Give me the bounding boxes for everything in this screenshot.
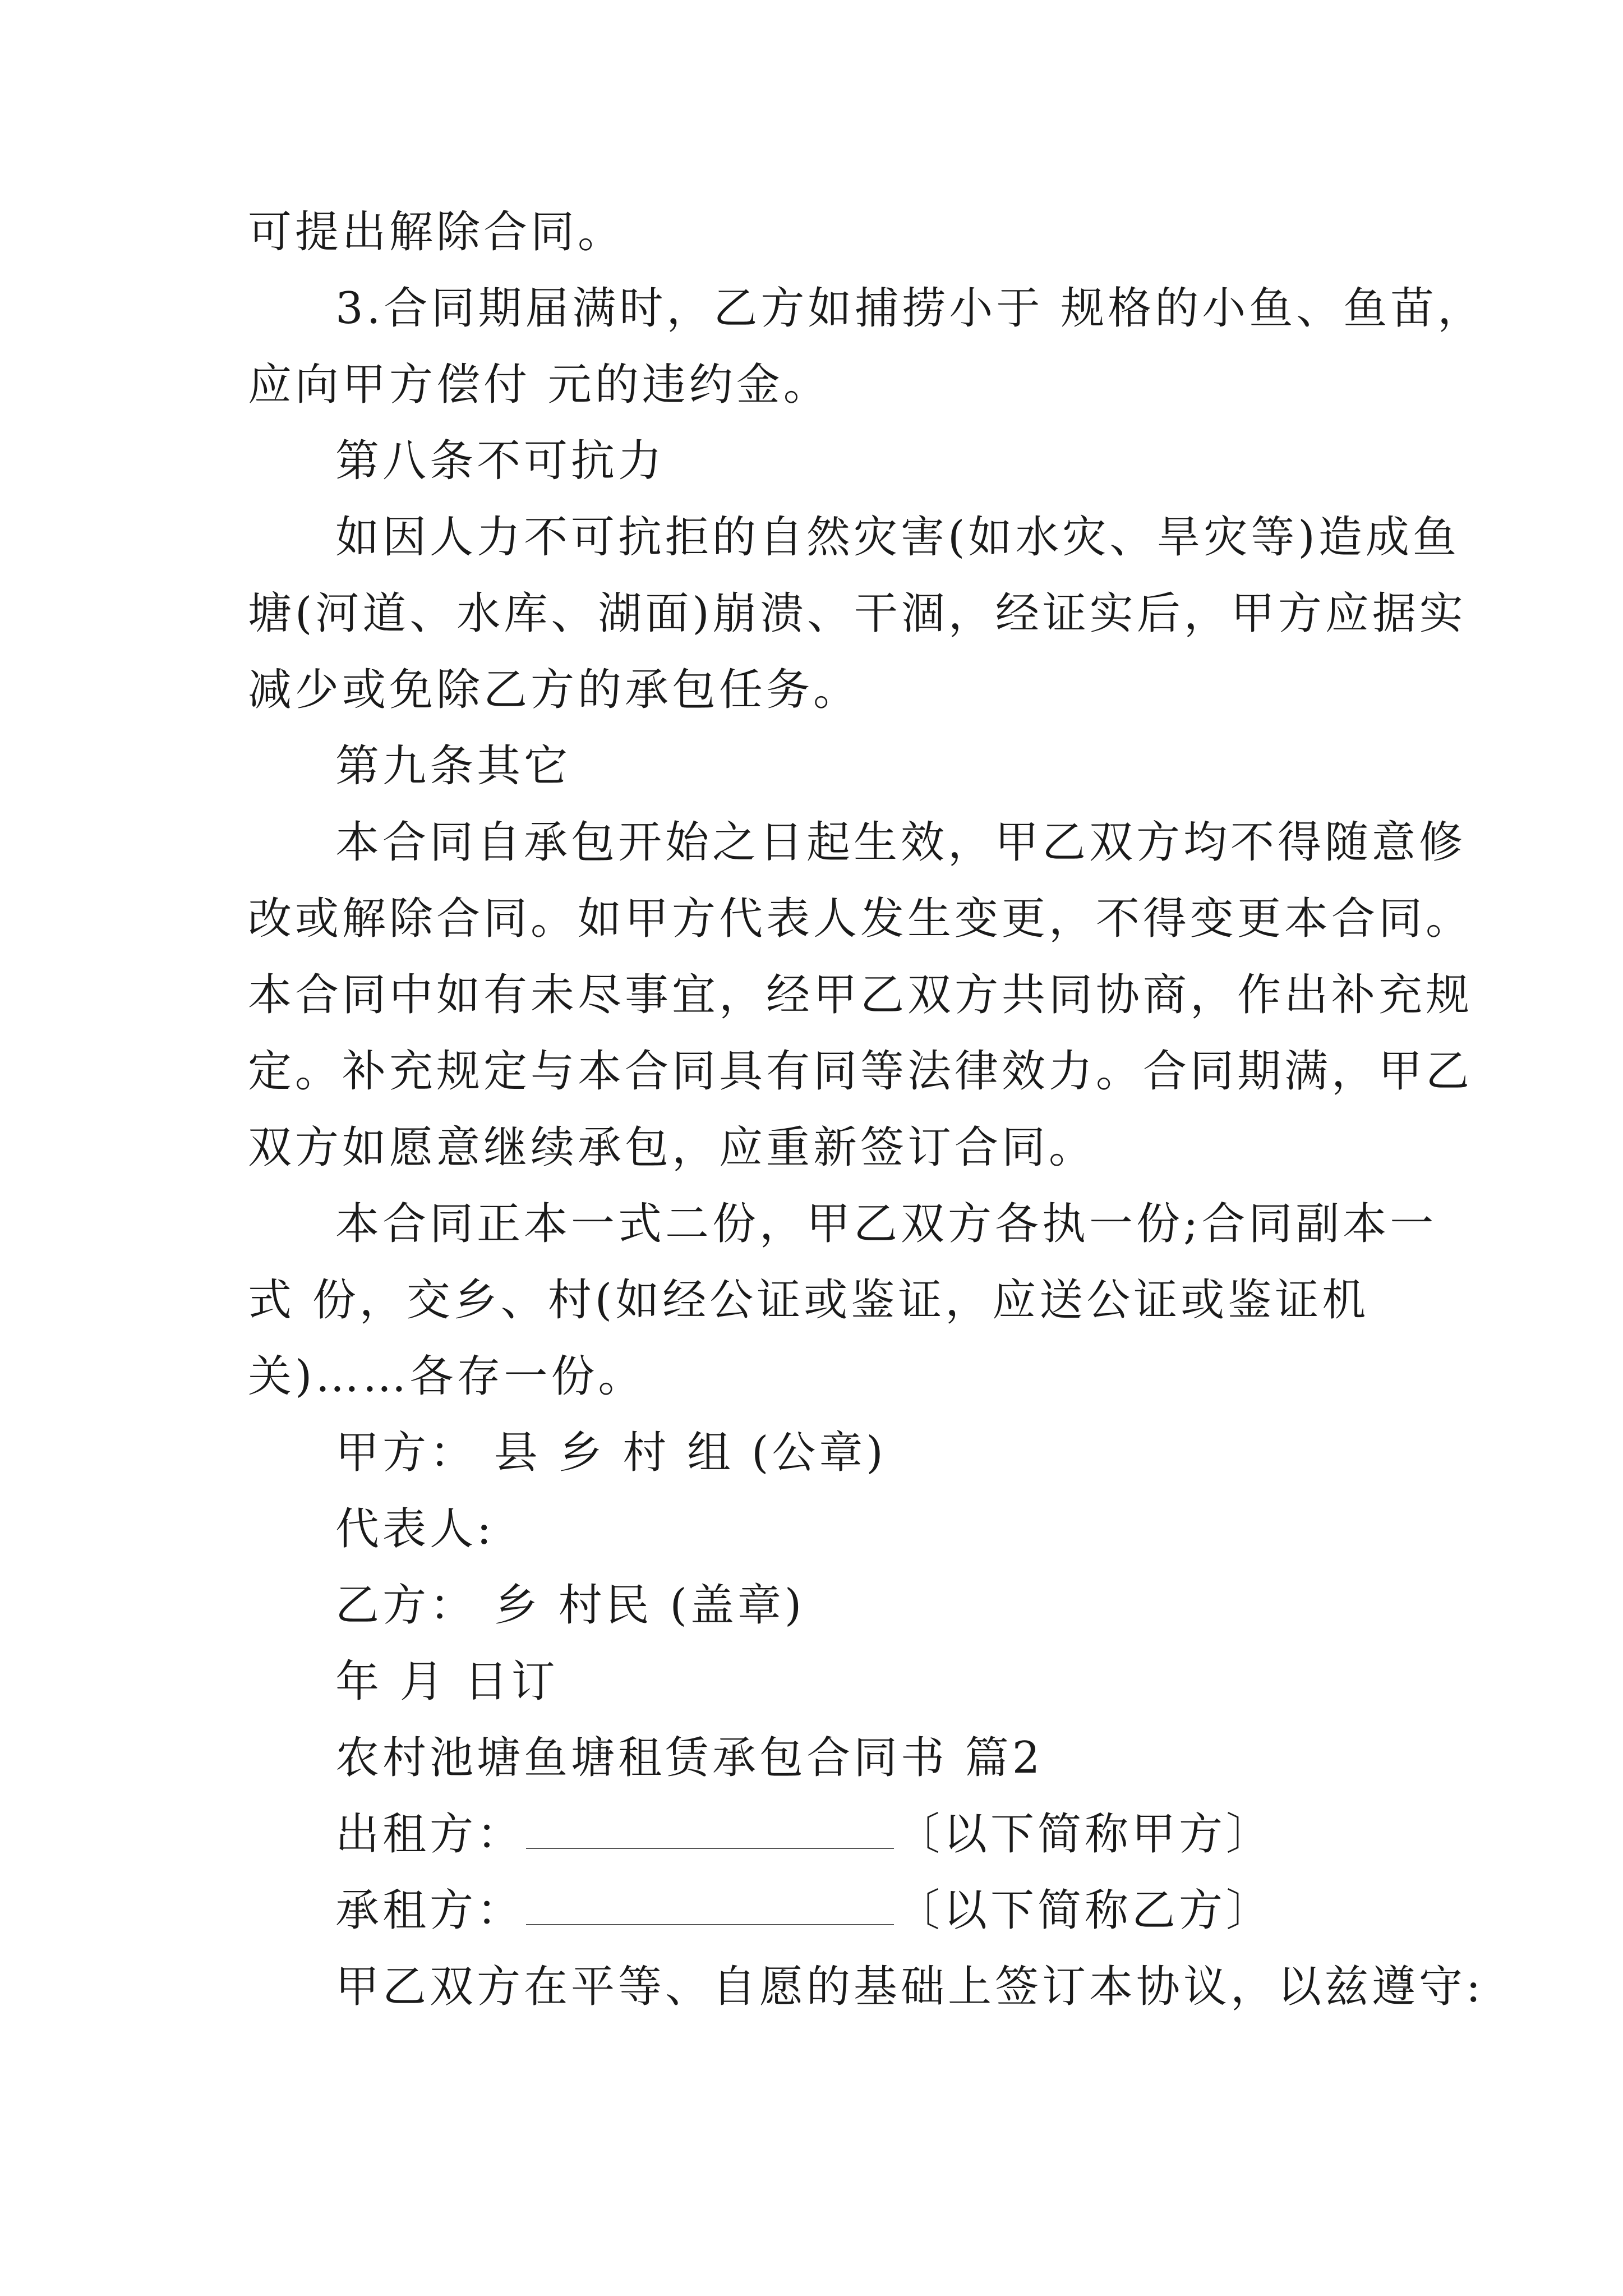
paragraph-line: 应向甲方偿付 元的违约金。	[248, 360, 831, 410]
section-heading: 第八条不可抗力	[335, 436, 666, 486]
paragraph-line: 可提出解除合同。	[248, 207, 625, 257]
lessor-note: 〔以下简称甲方〕	[896, 1809, 1274, 1860]
paragraph-line: 改或解除合同。如甲方代表人发生变更，不得变更本合同。	[248, 894, 1473, 944]
representative-line: 代表人:	[335, 1504, 495, 1554]
paragraph-line: 本合同中如有未尽事宜，经甲乙双方共同协商，作出补充规	[248, 970, 1473, 1020]
paragraph-line: 3.合同期届满时，乙方如捕捞小于 规格的小鱼、鱼苗，	[335, 283, 1485, 334]
document-page	[248, 194, 1485, 2025]
lessee-blank	[526, 1881, 894, 1925]
paragraph-line: 减少或免除乙方的承包任务。	[248, 665, 861, 715]
paragraph-line: 本合同正本一式二份，甲乙双方各执一份;合同副本一	[335, 1199, 1437, 1249]
contract-title: 农村池塘鱼塘租赁承包合同书 篇2	[335, 1733, 1044, 1783]
party-a-signature-line: 甲方： 县 乡 村 组 (公章)	[335, 1428, 887, 1478]
party-b-signature-line: 乙方： 乡 村民 (盖章)	[335, 1580, 805, 1631]
lessor-label: 出租方：	[335, 1809, 524, 1860]
paragraph-line: 定。补充规定与本合同具有同等法律效力。合同期满，甲乙	[248, 1046, 1473, 1097]
paragraph-line: 如因人力不可抗拒的自然灾害(如水灾、旱灾等)造成鱼	[335, 512, 1460, 563]
lessee-note: 〔以下简称乙方〕	[896, 1885, 1274, 1936]
lessee-line	[248, 1872, 1392, 1949]
date-line: 年 月 日订	[335, 1657, 559, 1707]
agreement-intro: 甲乙双方在平等、自愿的基础上签订本协议，以兹遵守:	[335, 1962, 1484, 2012]
paragraph-line: 式 份，交乡、村(如经公证或鉴证，应送公证或鉴证机	[248, 1275, 1370, 1326]
section-heading: 第九条其它	[335, 741, 571, 792]
lessee-label: 承租方：	[335, 1885, 524, 1936]
paragraph-line: 塘(河道、水库、湖面)崩溃、干涸，经证实后，甲方应据实	[248, 588, 1467, 639]
lessor-line	[248, 1796, 1392, 1872]
paragraph-line: 双方如愿意继续承包，应重新签订合同。	[248, 1122, 1096, 1173]
lessor-blank	[526, 1805, 894, 1849]
paragraph-line: 本合同自承包开始之日起生效，甲乙双方均不得随意修	[335, 817, 1467, 868]
paragraph-line: 关)……各存一份。	[248, 1351, 645, 1402]
